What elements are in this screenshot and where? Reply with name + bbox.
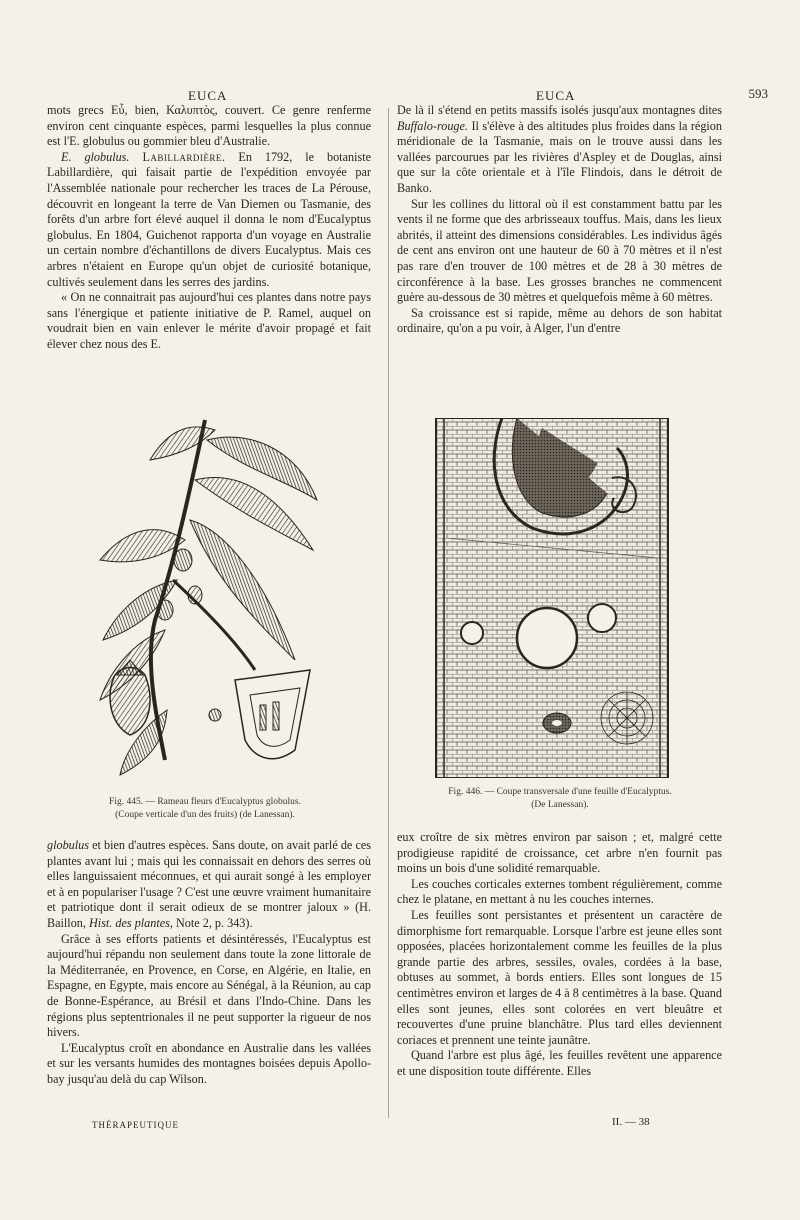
right-column-bottom-text — [397, 830, 722, 1120]
footer-sheet-mark: II. — 38 — [612, 1116, 650, 1128]
caption-line: Fig. 445. — Rameau fleurs d'Eucalyptus globulus. — [109, 797, 301, 807]
paragraph-text: et bien d'autres espèces. Sans doute, on avait parlé de ces plantes avant lui ; mais qui les connaissait en dehors des serres où elles languissaient méconnues, et qui aurait songé à les employer et à en populariser l'usage ? C'est une œuvre vraiment humanitaire et patriotique dont il serait odieux de se montrer jaloux » (H. Baillon, — [47, 838, 371, 930]
caption-line: (De Lanessan). — [531, 800, 589, 810]
footer-signature: THÉRAPEUTIQUE — [92, 1120, 179, 1130]
leaf-cross-section-figure — [432, 418, 672, 778]
paragraph-text: Il s'élève à des altitudes plus froides dans la région méridionale de la Tasmanie, mais on le trouve aussi dans les vallées parcourues par les rivières d'Aspley et de Douglas, ainsi que sur la côte orientale et à l'île Flindois, dans le détroit de Banko. — [397, 118, 722, 195]
paragraph: Sa croissance est si rapide, même au dehors de son habitat ordinaire, qu'on a pu voir, à Alger, l'un d'entre — [397, 305, 722, 336]
paragraph: « On ne connaitrait pas aujourd'hui ces plantes dans notre pays sans l'énergique et patiente initiative de P. Ramel, auquel on voudrait bien en vain enlever le mérite d'avoir propagé et fait élever chez nous des E. — [47, 290, 371, 351]
place-name: Buffalo-rouge. — [397, 118, 468, 133]
caption-line: Fig. 446. — Coupe transversale d'une feuille d'Eucalyptus. — [448, 787, 672, 797]
paragraph-text: De là il s'étend en petits massifs isolés jusqu'aux montagnes dites — [397, 103, 722, 117]
paragraph: L'Eucalyptus croît en abondance en Australie dans les vallées et sur les versants humides des montagnes boisées depuis Apollo-bay jusqu'au delà du cap Wilson. — [47, 1040, 371, 1086]
eucalyptus-branch-figure — [95, 410, 320, 780]
running-head-right: EUCA — [536, 88, 576, 103]
eucalyptus-branch-illustration — [95, 410, 320, 780]
paragraph: Les feuilles sont persistantes et présentent un caractère de dimorphisme fort remarquable. Lorsque l'arbre est jeune elles sont opposées, placées horizontalement comme les feuilles de la plus grande partie des arbres, sessiles, ovales, cordées à la base, obtuses au sommet, à bords entiers. Elles sont longues de 15 centimètres environ et larges de 4 à 8 centimètres à la base. Quand elles sont jeunes, elles sont colorées en vert bleuâtre et recouvertes d'une pruine blanchâtre. Plus tard elles deviennent coriaces et prennent une teinte jaunâtre. — [397, 907, 722, 1047]
paragraph: eux croître de six mètres environ par saison ; et, malgré cette prodigieuse rapidité de croissance, cet arbre n'en fournit pas moins un bois d'une solidité remarquable. — [397, 830, 722, 876]
paragraph — [47, 838, 371, 932]
book-title: Hist. des plantes, — [88, 915, 173, 930]
figure-445-caption — [70, 796, 340, 822]
running-head-left: EUCA — [188, 88, 228, 103]
paragraph: Sur les collines du littoral où il est constamment battu par les vents il ne forme que des arbrisseaux touffus. Mais, dans les lieux abrités, il atteint des dimensions considérables. Les individus âgés de cent ans environ ont une hauteur de 60 à 70 mètres et il n'est pas rare d'en trouver de 100 mètres et de 28 à 30 mètres de circonférence à la base. Les grosses branches ne commencent guère au-dessous de 30 mètres et quelquefois même à 60 mètres. — [397, 196, 722, 305]
paragraph-text: En 1792, le botaniste Labillardière, qui faisait partie de l'expédition envoyée par l'Assemblée nationale pour rechercher les traces de La Pérouse, découvrit en longeant la terre de Van Diemen ou Tasmanie, des forêts d'un arbre fort élevé auquel il donna le nom d'Eucalyptus globulus. En 1804, Guichenot rapporta d'un voyage en Australie un certain nombre d'échantillons de divers Eucalyptus. Mais ces arbres n'étaient en Europe qu'un objet de curiosité botanique, cultivés seulement dans les serres des jardins. — [47, 149, 371, 289]
leaf-cross-section-illustration — [432, 418, 672, 778]
paragraph: Grâce à ses efforts patients et désintéressés, l'Eucalyptus est aujourd'hui répandu non seulement dans toute la zone littorale de la Méditerranée, en Provence, en Corse, en Algérie, en Italie, en Espagne, en Egypte, mais encore au Sénégal, à la Réunion, au cap de Bonne-Espérance, au Brésil et dans l'Indo-Chine. Dans les régions plus septentrionales il ne peut supporter la rigueur de nos hivers. — [47, 931, 371, 1040]
figure-446-caption — [400, 786, 720, 812]
author-name: Labillardière. — [142, 149, 226, 164]
caption-line: (Coupe verticale d'un des fruits) (de Lanessan). — [115, 810, 295, 820]
paragraph: Les couches corticales externes tombent régulièrement, comme chez le platane, en mettant à nu les couches internes. — [397, 876, 722, 907]
paragraph-text: Note 2, p. 343). — [176, 915, 253, 930]
column-divider — [388, 108, 389, 1118]
left-column-top-text — [47, 103, 371, 385]
left-column-bottom-text — [47, 838, 371, 1120]
right-column-top-text — [397, 103, 722, 365]
page-number: 593 — [748, 86, 768, 101]
paragraph — [397, 103, 722, 197]
species-name: E. globulus. — [61, 149, 130, 164]
paragraph: Quand l'arbre est plus âgé, les feuilles revêtent une apparence et une disposition toute différente. Elles — [397, 1048, 722, 1078]
paragraph: mots grecs Eὖ, bien, Καλυπτὸς, couvert. Ce genre renferme environ cent cinquante espèces, parmi lesquelles la plus connue est l'E. globulus ou gommier bleu d'Australie. — [47, 103, 371, 149]
paragraph — [47, 150, 371, 290]
species-name: globulus — [47, 838, 89, 852]
